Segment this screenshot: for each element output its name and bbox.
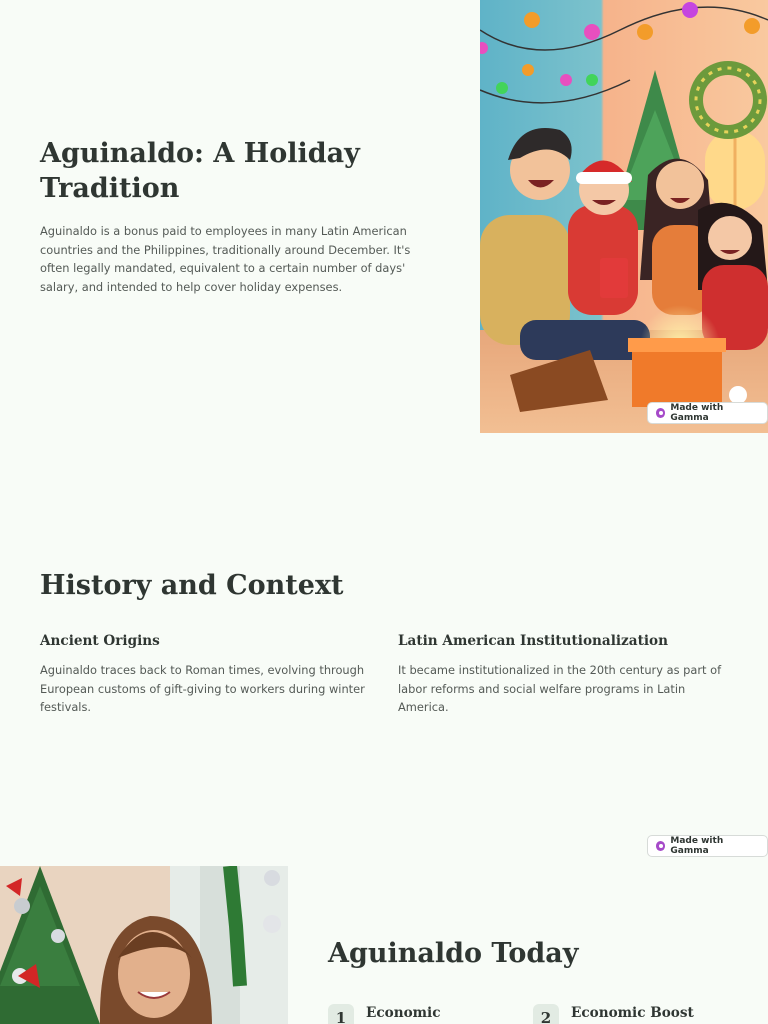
today-title: Aguinaldo Today <box>328 938 579 969</box>
page-title: Aguinaldo: A Holiday Tradition <box>40 138 360 204</box>
badge-label: Made with Gamma <box>670 836 724 856</box>
intro-paragraph: Aguinaldo is a bonus paid to employees in many Latin American countries and the Philippines, traditionally around December. It's often legally mandated, equivalent to a certain number of days' salary, and intended to help cover holiday expenses. <box>40 224 411 294</box>
badge-label: Made with Gamma <box>670 403 724 423</box>
step-label: Economic <box>366 1005 441 1021</box>
ancient-origins-heading: Ancient Origins <box>40 633 160 649</box>
ancient-origins-text: Aguinaldo traces back to Roman times, evolving through European customs of gift-giving to workers during winter festivals. <box>40 663 365 715</box>
woman-christmas-photo <box>0 866 288 1024</box>
history-title: History and Context <box>40 570 344 601</box>
step-label: Economic Boost <box>571 1005 694 1021</box>
latin-american-heading: Latin American Institutionalization <box>398 633 668 649</box>
made-with-gamma-badge[interactable] <box>647 402 768 424</box>
step-number-badge: 2 <box>533 1004 559 1024</box>
made-with-gamma-badge[interactable] <box>647 835 768 857</box>
family-holiday-illustration <box>480 0 768 433</box>
gamma-logo-icon <box>656 841 665 851</box>
latin-american-text: It became institutionalized in the 20th century as part of labor reforms and social welfare programs in Latin America. <box>398 663 722 715</box>
gamma-logo-icon <box>656 408 665 418</box>
step-number-badge: 1 <box>328 1004 354 1024</box>
